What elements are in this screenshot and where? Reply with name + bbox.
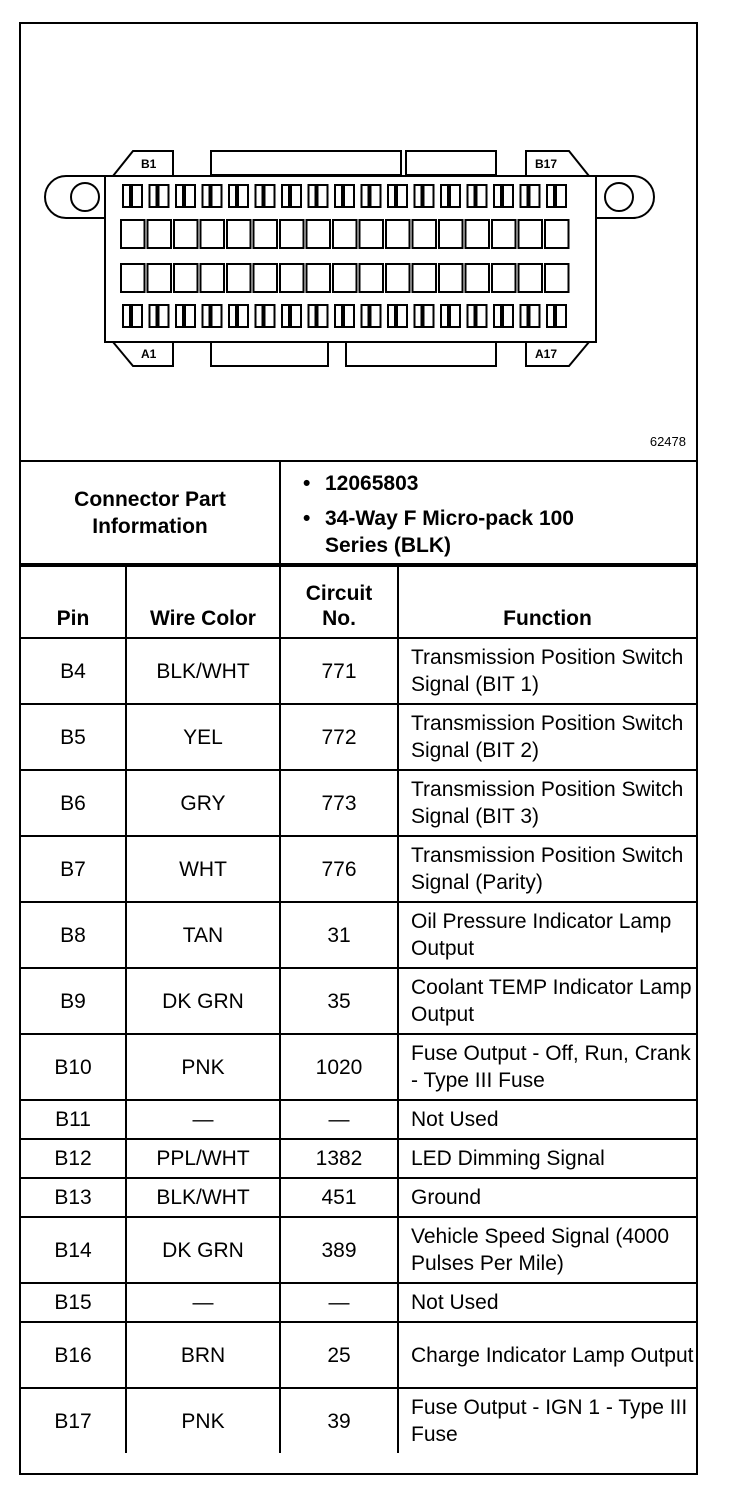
connector-description: • 34-Way F Micro-pack 100 Series (BLK) — [303, 505, 585, 559]
cavity-bottom-wide — [227, 264, 251, 292]
table-row — [21, 1388, 696, 1453]
connector-face-drawing — [21, 24, 696, 460]
header-circuit: Circuit No. — [280, 566, 398, 638]
pin-cell: B16 — [21, 1322, 126, 1388]
cavity-top-wide — [545, 220, 569, 248]
connector-part-info — [21, 462, 696, 565]
cavity-top-narrow — [547, 185, 554, 207]
wire-color-cell: BLK/WHT — [126, 1178, 280, 1217]
cavity-bottom-narrow — [441, 305, 448, 327]
connector-info-label-cell — [21, 462, 281, 563]
cavity-top-narrow — [159, 185, 169, 207]
table-row — [21, 1217, 696, 1283]
cavity-top-wide — [519, 220, 543, 248]
cavity-bottom-narrow — [159, 305, 169, 327]
cavity-top-wide — [466, 220, 490, 248]
table-row — [21, 1283, 696, 1322]
cavity-bottom-narrow — [424, 305, 434, 327]
wire-color-cell: — — [126, 1283, 280, 1322]
cavity-top-wide — [333, 220, 357, 248]
circuit-cell: 25 — [280, 1322, 398, 1388]
header-function: Function — [398, 566, 696, 638]
bottom-lock-tab-left — [211, 342, 328, 366]
table-row — [21, 1178, 696, 1217]
pin-cell: B8 — [21, 902, 126, 968]
circuit-cell: 1382 — [280, 1139, 398, 1178]
pin-cell: B13 — [21, 1178, 126, 1217]
cavity-bottom-narrow — [503, 305, 513, 327]
cavity-top-wide — [492, 220, 516, 248]
wire-color-cell: DK GRN — [126, 1217, 280, 1283]
cavity-bottom-narrow — [229, 305, 236, 327]
cavity-bottom-narrow — [415, 305, 422, 327]
circuit-cell: 389 — [280, 1217, 398, 1283]
cavity-bottom-narrow — [335, 305, 342, 327]
pin-label-a17: A17 — [535, 347, 558, 361]
pin-cell: B9 — [21, 968, 126, 1034]
table-row — [21, 770, 696, 836]
cavity-bottom-narrow — [362, 305, 369, 327]
left-mounting-hole — [71, 183, 99, 211]
cavity-top-narrow — [318, 185, 328, 207]
connector-sheet — [19, 22, 698, 1475]
circuit-cell: 35 — [280, 968, 398, 1034]
cavity-bottom-narrow — [344, 305, 354, 327]
cavity-bottom-narrow — [388, 305, 395, 327]
table-row — [21, 704, 696, 770]
circuit-cell: 451 — [280, 1178, 398, 1217]
table-row — [21, 836, 696, 902]
cavity-top-wide — [148, 220, 172, 248]
cavity-top-narrow — [362, 185, 369, 207]
function-cell: Fuse Output - Off, Run, Crank - Type III Fuse — [398, 1034, 696, 1100]
cavity-top-wide — [360, 220, 384, 248]
function-cell: Not Used — [398, 1100, 696, 1139]
wire-color-cell: GRY — [126, 770, 280, 836]
cavity-top-narrow — [450, 185, 460, 207]
part-number: • 12065803 — [303, 470, 585, 497]
pin-cell: B5 — [21, 704, 126, 770]
cavity-bottom-narrow — [256, 305, 263, 327]
table-row — [21, 1100, 696, 1139]
cavity-top-narrow — [371, 185, 381, 207]
cavity-bottom-narrow — [132, 305, 142, 327]
cavity-top-narrow — [256, 185, 263, 207]
cavity-bottom-wide — [386, 264, 410, 292]
function-cell: Charge Indicator Lamp Output — [398, 1322, 696, 1388]
cavity-top-narrow — [441, 185, 448, 207]
pin-cell: B11 — [21, 1100, 126, 1139]
wire-color-cell: PNK — [126, 1034, 280, 1100]
circuit-cell: 31 — [280, 902, 398, 968]
cavity-top-narrow — [238, 185, 248, 207]
cavity-bottom-narrow — [494, 305, 501, 327]
table-header-row — [21, 566, 696, 638]
function-cell: Vehicle Speed Signal (4000 Pulses Per Mile) — [398, 1217, 696, 1283]
wire-color-cell: PNK — [126, 1388, 280, 1453]
cavity-bottom-wide — [492, 264, 516, 292]
cavity-top-narrow — [556, 185, 566, 207]
cavity-bottom-narrow — [282, 305, 289, 327]
cavity-top-narrow — [335, 185, 342, 207]
cavity-bottom-wide — [413, 264, 437, 292]
cavity-bottom-wide — [174, 264, 198, 292]
cavity-top-narrow — [309, 185, 316, 207]
function-cell: Transmission Position Switch Signal (BIT 2) — [398, 704, 696, 770]
bottom-lock-tab-right — [346, 342, 496, 366]
wire-color-cell: TAN — [126, 902, 280, 968]
cavity-bottom-wide — [307, 264, 331, 292]
wire-color-cell: PPL/WHT — [126, 1139, 280, 1178]
cavity-top-wide — [254, 220, 278, 248]
cavity-top-narrow — [291, 185, 301, 207]
cavity-bottom-narrow — [477, 305, 487, 327]
cavity-top-wide — [227, 220, 251, 248]
pin-cell: B10 — [21, 1034, 126, 1100]
cavity-top-narrow — [530, 185, 540, 207]
cavity-top-narrow — [176, 185, 183, 207]
cavity-bottom-wide — [280, 264, 304, 292]
cavity-bottom-narrow — [547, 305, 554, 327]
cavity-top-narrow — [212, 185, 222, 207]
drawing-id: 62478 — [649, 434, 686, 449]
cavity-top-narrow — [494, 185, 501, 207]
circuit-cell: 1020 — [280, 1034, 398, 1100]
cavity-bottom-narrow — [150, 305, 157, 327]
cavity-top-wide — [307, 220, 331, 248]
circuit-cell: 39 — [280, 1388, 398, 1453]
pin-label-b1: B1 — [141, 157, 157, 171]
cavity-bottom-narrow — [309, 305, 316, 327]
cavity-top-narrow — [265, 185, 275, 207]
cavity-bottom-wide — [148, 264, 172, 292]
cavity-top-narrow — [229, 185, 236, 207]
cavity-top-wide — [386, 220, 410, 248]
cavity-top-narrow — [282, 185, 289, 207]
cavity-top-narrow — [477, 185, 487, 207]
cavity-bottom-narrow — [123, 305, 130, 327]
pin-cell: B15 — [21, 1283, 126, 1322]
cavity-bottom-wide — [466, 264, 490, 292]
wire-color-cell: BRN — [126, 1322, 280, 1388]
function-cell: Oil Pressure Indicator Lamp Output — [398, 902, 696, 968]
pin-cell: B14 — [21, 1217, 126, 1283]
connector-info-list — [303, 470, 585, 567]
cavity-bottom-narrow — [397, 305, 407, 327]
function-cell: LED Dimming Signal — [398, 1139, 696, 1178]
cavity-top-wide — [121, 220, 145, 248]
cavity-bottom-narrow — [318, 305, 328, 327]
wire-color-cell: DK GRN — [126, 968, 280, 1034]
table-row — [21, 1139, 696, 1178]
cavity-top-narrow — [132, 185, 142, 207]
cavity-bottom-narrow — [238, 305, 248, 327]
function-cell: Coolant TEMP Indicator Lamp Output — [398, 968, 696, 1034]
top-lock-tab-right — [406, 151, 496, 175]
cavity-bottom-narrow — [468, 305, 475, 327]
function-cell: Ground — [398, 1178, 696, 1217]
cavity-bottom-narrow — [185, 305, 195, 327]
function-cell: Fuse Output - IGN 1 - Type III Fuse — [398, 1388, 696, 1453]
cavity-bottom-narrow — [521, 305, 528, 327]
connector-body-outline — [105, 176, 596, 342]
cavity-top-narrow — [468, 185, 475, 207]
connector-diagram — [21, 24, 696, 462]
circuit-cell: 772 — [280, 704, 398, 770]
left-mounting-ear — [45, 176, 105, 218]
cavity-top-wide — [439, 220, 463, 248]
table-row — [21, 1034, 696, 1100]
cavity-top-narrow — [388, 185, 395, 207]
cavity-bottom-wide — [121, 264, 145, 292]
cavity-bottom-wide — [254, 264, 278, 292]
cavity-top-narrow — [397, 185, 407, 207]
cavity-bottom-narrow — [291, 305, 301, 327]
pin-cell: B17 — [21, 1388, 126, 1453]
pinout-table-body — [21, 638, 696, 1453]
right-mounting-hole — [605, 183, 633, 211]
cavity-top-narrow — [344, 185, 354, 207]
pin-cell: B12 — [21, 1139, 126, 1178]
cavity-top-narrow — [415, 185, 422, 207]
cavity-bottom-wide — [545, 264, 569, 292]
pinout-table — [21, 565, 696, 1453]
function-cell: Transmission Position Switch Signal (BIT 1) — [398, 638, 696, 704]
circuit-cell: 776 — [280, 836, 398, 902]
cavity-bottom-narrow — [176, 305, 183, 327]
cavity-bottom-wide — [360, 264, 384, 292]
cavity-bottom-narrow — [265, 305, 275, 327]
cavity-bottom-wide — [333, 264, 357, 292]
circuit-cell: — — [280, 1100, 398, 1139]
cavity-bottom-narrow — [450, 305, 460, 327]
pin-cell: B4 — [21, 638, 126, 704]
table-row — [21, 1322, 696, 1388]
cavity-top-wide — [413, 220, 437, 248]
pin-cell: B7 — [21, 836, 126, 902]
function-cell: Transmission Position Switch Signal (BIT 3) — [398, 770, 696, 836]
header-wire-color: Wire Color — [126, 566, 280, 638]
cavity-bottom-wide — [519, 264, 543, 292]
pin-label-b17: B17 — [535, 157, 558, 171]
connector-info-label: Connector Part Information — [74, 487, 226, 538]
cavity-top-narrow — [424, 185, 434, 207]
wire-color-cell: WHT — [126, 836, 280, 902]
cavity-top-wide — [174, 220, 198, 248]
function-cell: Transmission Position Switch Signal (Parity) — [398, 836, 696, 902]
cavity-bottom-narrow — [530, 305, 540, 327]
function-cell: Not Used — [398, 1283, 696, 1322]
pin-label-a1: A1 — [141, 347, 157, 361]
wire-color-cell: BLK/WHT — [126, 638, 280, 704]
circuit-cell: 773 — [280, 770, 398, 836]
cavity-top-narrow — [503, 185, 513, 207]
cavity-top-narrow — [203, 185, 210, 207]
circuit-cell: 771 — [280, 638, 398, 704]
wire-color-cell: — — [126, 1100, 280, 1139]
table-row — [21, 968, 696, 1034]
circuit-cell: — — [280, 1283, 398, 1322]
header-pin: Pin — [21, 566, 126, 638]
pin-cell: B6 — [21, 770, 126, 836]
table-row — [21, 902, 696, 968]
cavity-bottom-wide — [439, 264, 463, 292]
cavity-top-wide — [201, 220, 225, 248]
cavity-top-narrow — [123, 185, 130, 207]
table-row — [21, 638, 696, 704]
cavity-top-narrow — [521, 185, 528, 207]
wire-color-cell: YEL — [126, 704, 280, 770]
cavity-top-narrow — [185, 185, 195, 207]
cavity-top-narrow — [150, 185, 157, 207]
cavity-top-wide — [280, 220, 304, 248]
cavity-bottom-narrow — [556, 305, 566, 327]
top-lock-tab-left — [211, 151, 401, 175]
cavity-bottom-narrow — [203, 305, 210, 327]
cavity-bottom-narrow — [212, 305, 222, 327]
cavity-bottom-narrow — [371, 305, 381, 327]
cavity-bottom-wide — [201, 264, 225, 292]
